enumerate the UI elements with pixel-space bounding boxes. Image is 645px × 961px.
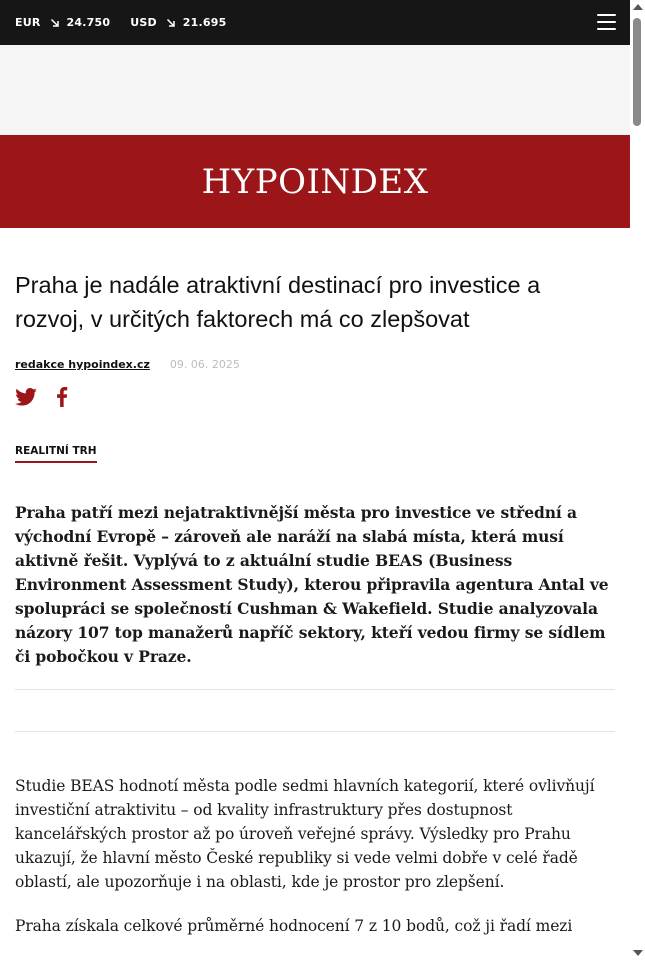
currency-code: EUR — [15, 16, 41, 29]
ad-placeholder — [0, 45, 630, 135]
facebook-icon[interactable] — [56, 387, 68, 411]
scroll-down-icon[interactable] — [633, 950, 643, 956]
hamburger-menu-icon[interactable] — [597, 14, 616, 30]
article-paragraph: Praha získala celkové průměrné hodnocení 7 z 10 bodů, což ji řadí mezi — [15, 917, 573, 935]
currency-code: USD — [130, 16, 157, 29]
scrollbar-thumb[interactable] — [633, 18, 641, 126]
currency-value: 24.750 — [66, 16, 111, 29]
twitter-icon[interactable] — [15, 388, 37, 410]
article-paragraph: Studie BEAS hodnotí města podle sedmi hlavních kategorií, které ovlivňují investiční atraktivitu – od kvality infrastruktury přes dostupnost kancelářských prostor až po úroveň veřejné správy. Výsledky pro Prahu ukazují, že hlavní město České republiky si vede velmi dobře v celé řadě oblastí, ale upozorňuje i na oblasti, kde je prostor pro zlepšení. — [15, 777, 595, 891]
share-buttons — [15, 387, 615, 411]
scrollbar[interactable] — [630, 0, 645, 961]
article — [0, 268, 630, 938]
brand-banner — [0, 135, 630, 228]
article-meta — [15, 358, 615, 371]
divider — [15, 689, 615, 690]
publish-date: 09. 06. 2025 — [169, 358, 240, 371]
arrow-down-right-icon — [50, 18, 60, 28]
article-lead: Praha patří mezi nejatraktivnější města pro investice ve střední a východní Evropě – zároveň ale naráží na slabá místa, která musí aktivně řešit. Vyplývá to z aktuální studie BEAS (Business Environment Assessment Study), kterou připravila agentura Antal ve spolupráci se společností Cushman & Wakefield. Studie analyzovala názory 107 top manažerů napříč sektory, kteří vedou firmy se sídlem či pobočkou v Praze. — [15, 503, 609, 666]
currency-usd — [130, 16, 226, 29]
arrow-down-right-icon — [166, 18, 176, 28]
article-title: Praha je nadále atraktivní destinací pro investice a rozvoj, v určitých faktorech má co zlepšovat — [15, 272, 541, 332]
currency-value: 21.695 — [182, 16, 227, 29]
category-tag[interactable]: REALITNÍ TRH — [15, 445, 97, 463]
divider — [15, 731, 615, 732]
author-link[interactable]: redakce hypoindex.cz — [15, 358, 150, 371]
currency-eur — [15, 16, 110, 29]
currency-bar — [0, 0, 630, 45]
scroll-up-icon[interactable] — [633, 4, 643, 10]
site-logo[interactable]: HYPOINDEX — [201, 161, 429, 202]
